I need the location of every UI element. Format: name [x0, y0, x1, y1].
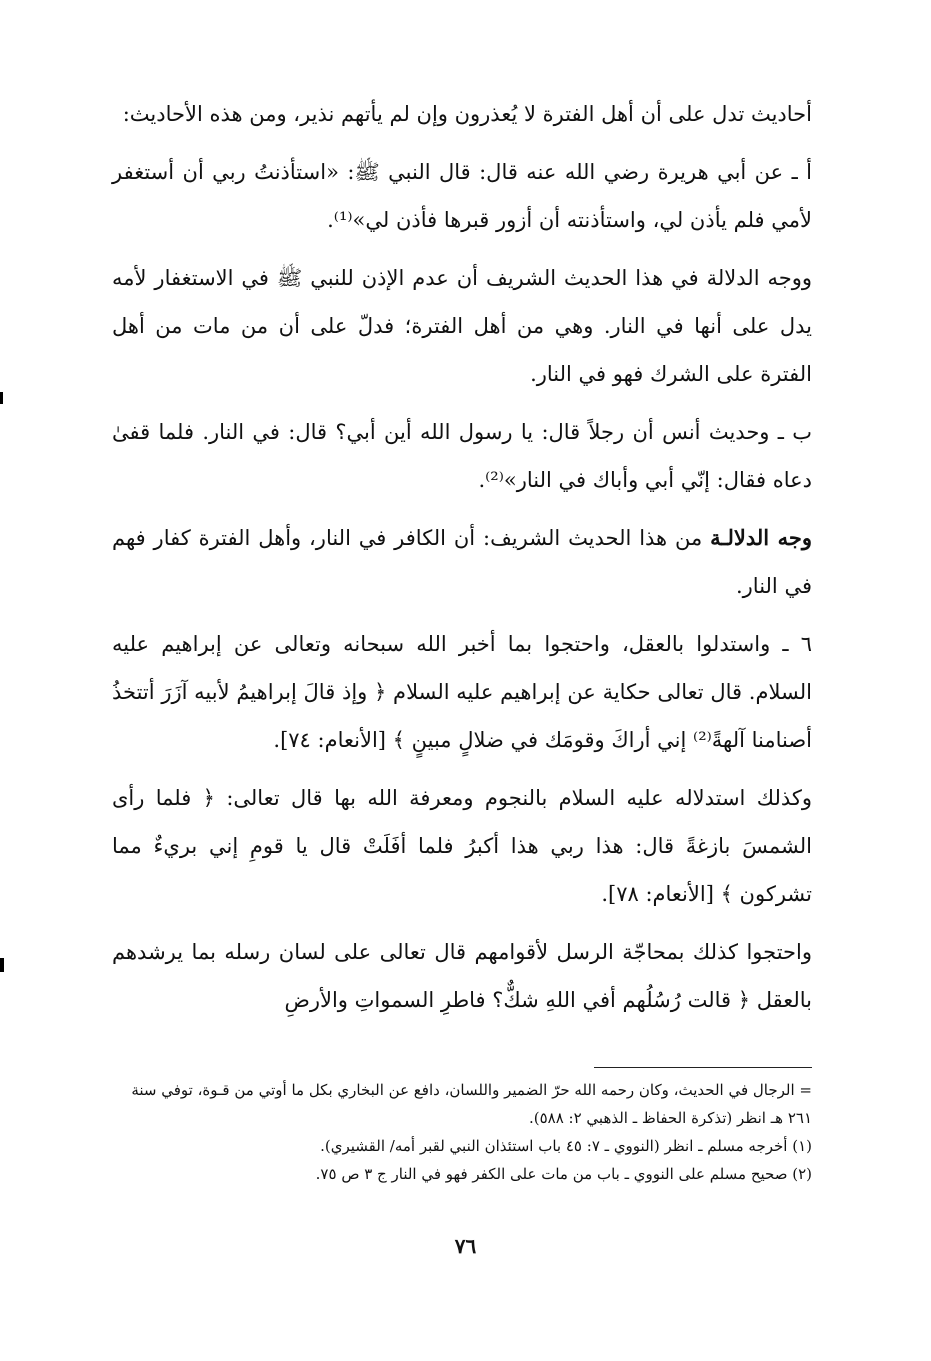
footnote-divider: [594, 1067, 812, 1068]
footnote-continuation: = الرجال في الحديث، وكان رحمه الله حرّ الضمير واللسان، دافع عن البخاري بكل ما أوتي من قـوة، توفي سنة ٢٦١ هـ انظر (تذكرة الحفاظ ـ الذهبي ٢: ٥٨٨).: [131, 1081, 812, 1127]
evidence-body: من هذا الحديث الشريف: أن الكافر في النار، وأهل الفترة كفار فهم في النار.: [112, 526, 812, 598]
footnote-1: (١) أخرجه مسلم ـ انظر (النووي ـ ٧: ٤٥ باب استئذان النبي لقبر أمه/ القشيري).: [320, 1137, 812, 1155]
paragraph-messengers: واحتجوا كذلك بمحاجّة الرسل لأقوامهم قال تعالى على لسان رسله بما يرشدهم بالعقل ﴿ قالت رُسُلُهم أفي اللهِ شكٌّ؟ فاطرِ السمواتِ والأرضِ: [112, 940, 812, 1012]
paragraph-evidence-a: ووجه الدلالة في هذا الحديث الشريف أن عدم الإذن للنبي ﷺ في الاستغفار لأمه يدل على أنها في النار. وهي من أهل الفترة؛ فدلّ على أن من مات من أهل الفترة على الشرك فهو في النار.: [112, 266, 812, 386]
paragraph-hadith-a: أ ـ عن أبي هريرة رضي الله عنه قال: قال النبي ﷺ: «استأذنتُ ربي أن أستغفر لأمي فلم يأذن لي، واستأذنته أن أزور قبرها فأذن لي»⁽¹⁾.: [112, 160, 812, 232]
evidence-heading: وجه الدلالـة: [710, 525, 813, 550]
main-text: [112, 90, 812, 1034]
paragraph-hadith-b: ب ـ وحديث أنس أن رجلاً قال: يا رسول الله أين أبي؟ قال: في النار. فلما قفىٰ دعاه فقال: إنّي أبي وأباك في النار»⁽²⁾.: [112, 420, 812, 492]
page-number: ٧٦: [454, 1234, 477, 1258]
paragraph-evidence-b: [112, 514, 812, 610]
paragraph-reason: ٦ ـ واستدلوا بالعقل، واحتجوا بما أخبر الله سبحانه وتعالى عن إبراهيم عليه السلام. قال تعالى حكاية عن إبراهيم عليه السلام ﴿ وإذ قالَ إبراهيمُ لأبيه آزَرَ أتتخذُ أصنامنا آلهةً⁽²⁾ إني أراكَ وقومَك في ضلالٍ مبينٍ ﴾ [الأنعام: ٧٤].: [112, 632, 812, 752]
scan-edge-mark: [0, 392, 3, 404]
footnotes: [112, 1076, 812, 1188]
footnote-2: (٢) صحيح مسلم على النووي ـ باب من مات على الكفر فهو في النار ج ٣ ص ٧٥.: [315, 1165, 812, 1183]
scan-edge-mark: [0, 958, 4, 972]
paragraph-intro: أحاديث تدل على أن أهل الفترة لا يُعذرون وإن لم يأتهم نذير، ومن هذه الأحاديث:: [122, 102, 812, 126]
paragraph-stars: وكذلك استدلاله عليه السلام بالنجوم ومعرفة الله بها قال تعالى: ﴿ فلما رأى الشمسَ بازغةً قال: هذا ربي هذا أكبرُ فلما أفَلَتْ قال يا قومِ إني بريءٌ مما تشركون ﴾ [الأنعام: ٧٨].: [112, 786, 812, 906]
